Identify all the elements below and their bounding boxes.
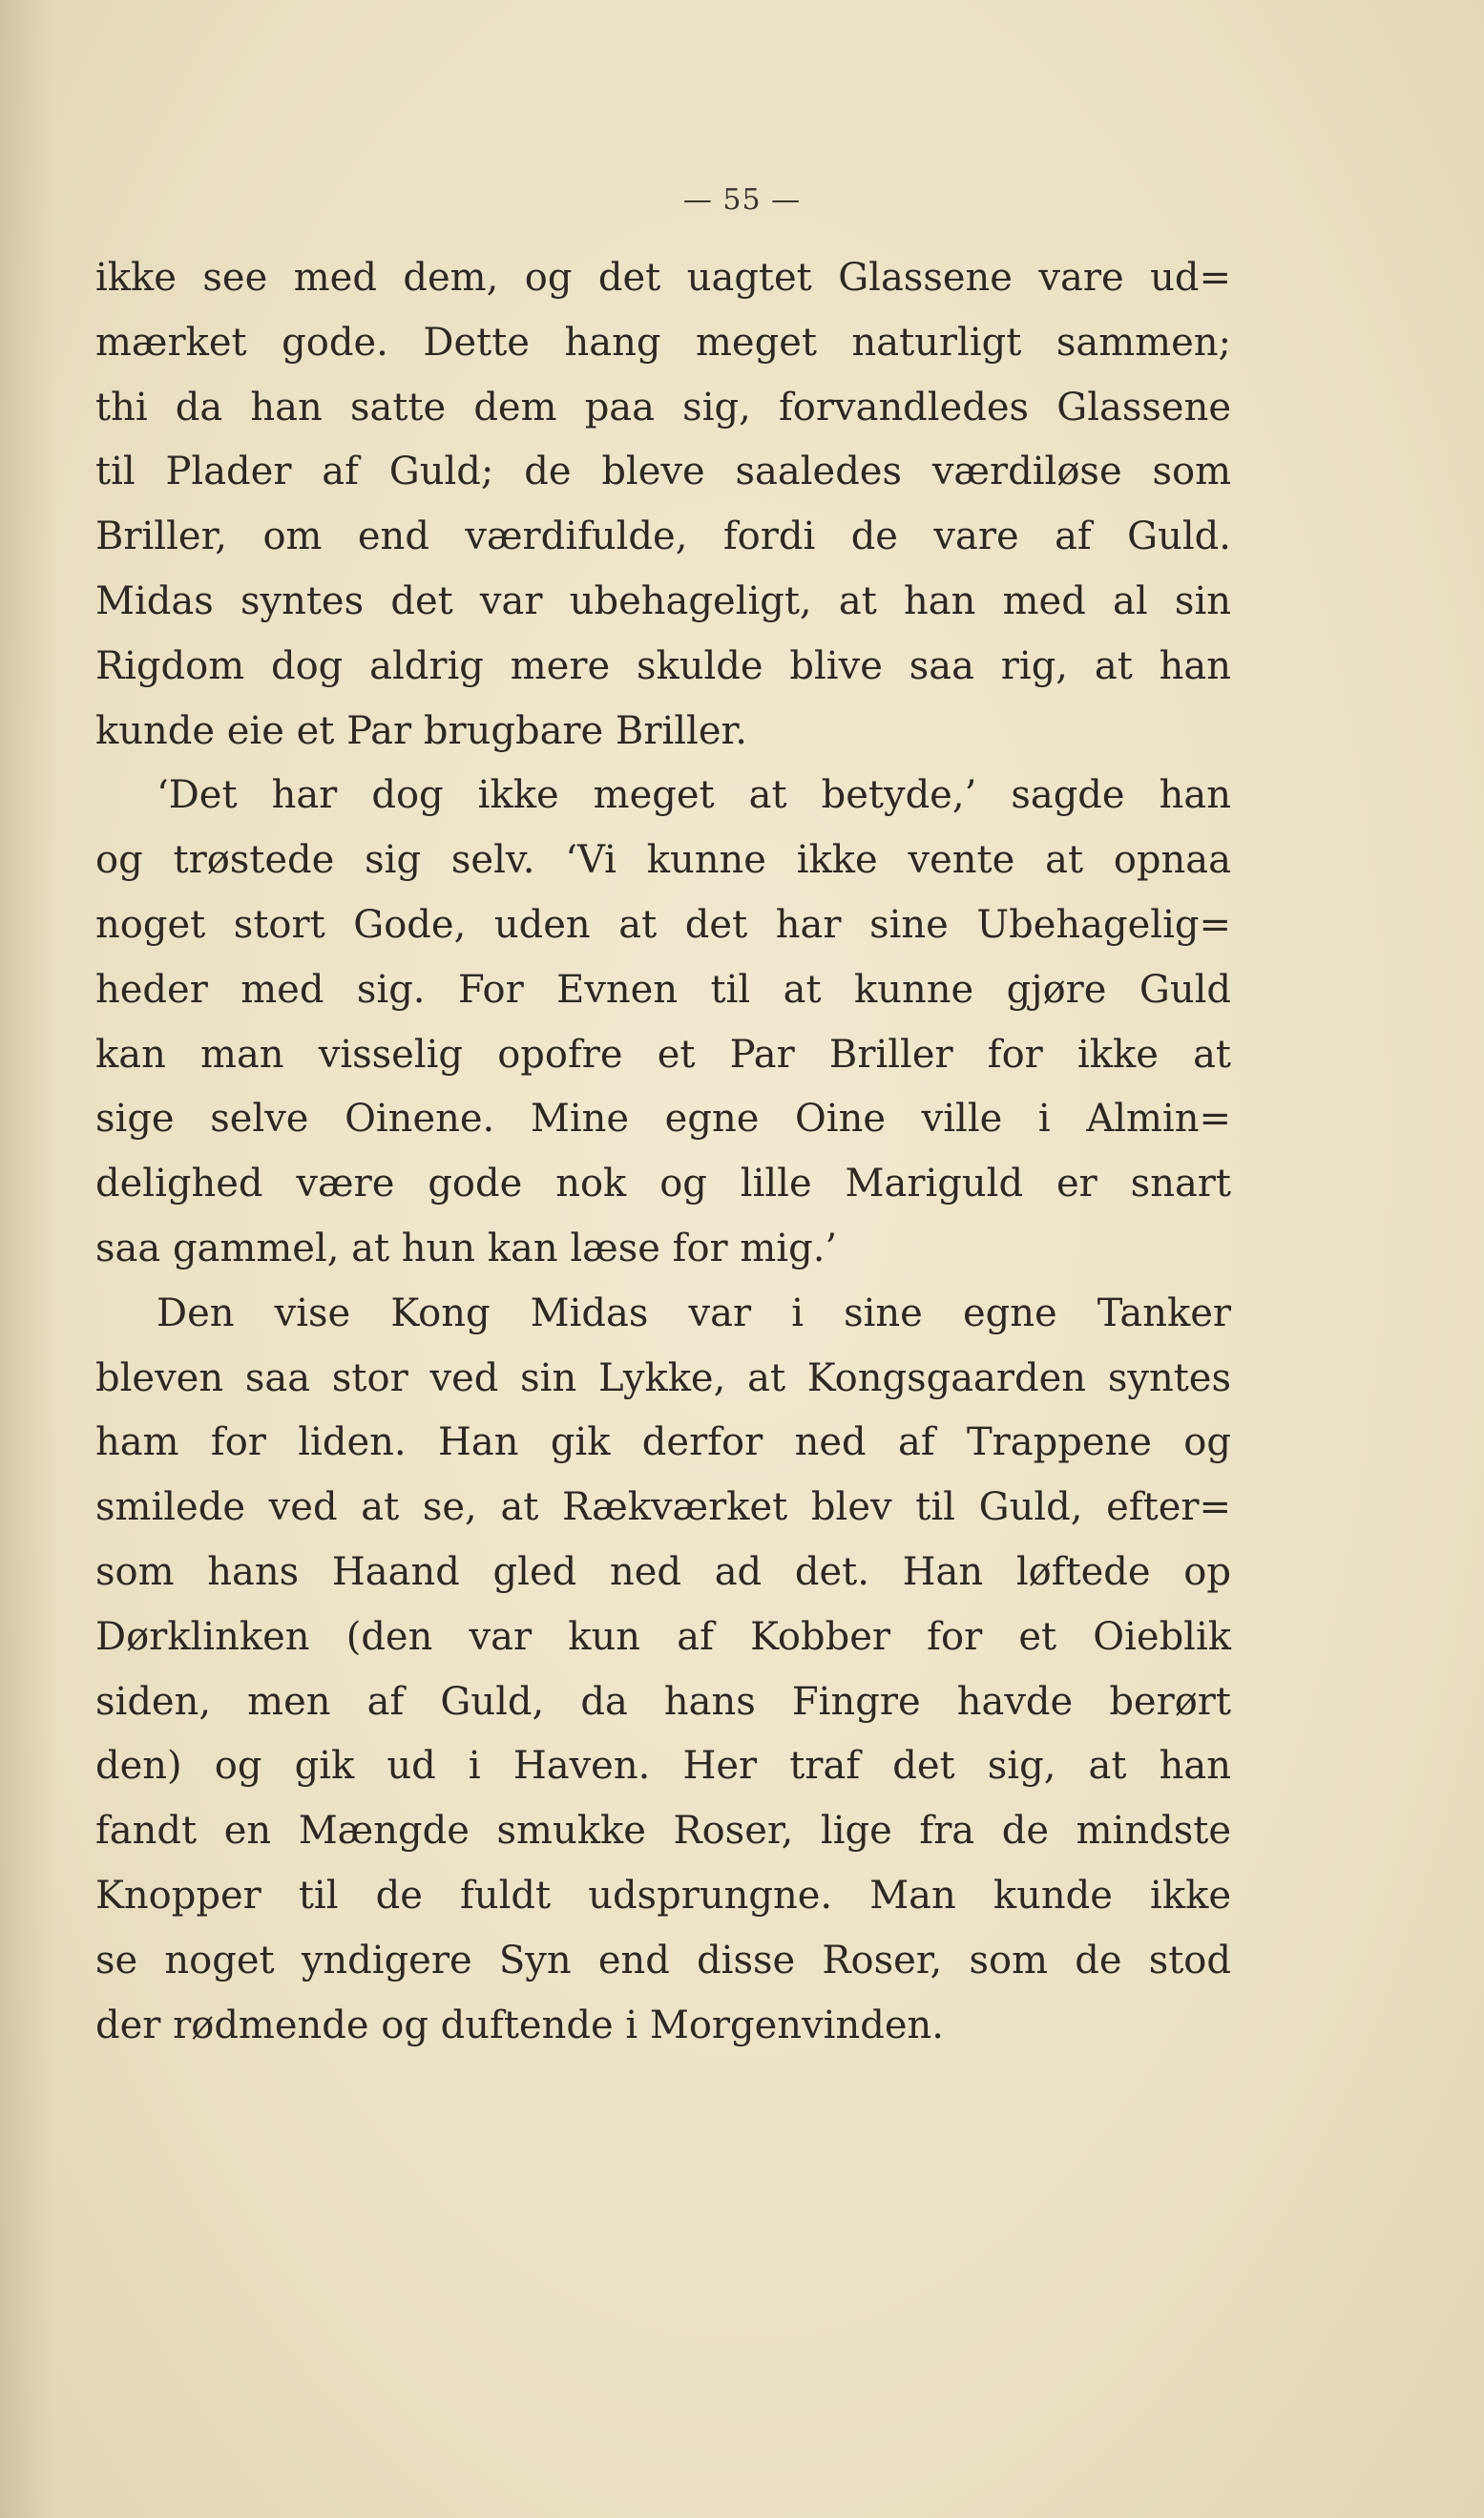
text-line: siden, men af Guld, da hans Fingre havde berørt [95,1679,1231,1724]
text-line: se noget yndigere Syn end disse Roser, som de stod [95,1938,1231,1983]
text-line: mærket gode. Dette hang meget naturligt sammen; [95,320,1231,365]
text-line: heder med sig. For Evnen til at kunne gjøre Guld [95,967,1231,1012]
page-number: — 55 — [682,183,802,217]
text-line: der rødmende og duftende i Morgenvinden. [95,2003,944,2047]
body-text [95,246,1231,2058]
text-line: kan man visselig opofre et Par Briller for ikke at [95,1032,1231,1077]
text-line: fandt en Mængde smukke Roser, lige fra de mindste [95,1809,1231,1854]
text-line: Rigdom dog aldrig mere skulde blive saa rig, at han [95,643,1231,688]
text-line: saa gammel, at hun kan læse for mig.’ [95,1226,838,1270]
text-line: ‘Det har dog ikke meget at betyde,’ sagde han [157,773,1231,818]
text-line: og trøstede sig selv. ‘Vi kunne ikke vente at opnaa [95,838,1231,883]
text-line: den) og gik ud i Haven. Her traf det sig, at han [95,1744,1231,1789]
text-line: smilede ved at se, at Rækværket blev til Guld, efter= [95,1485,1231,1530]
text-line: som hans Haand gled ned ad det. Han løftede op [95,1549,1231,1594]
text-line: Den vise Kong Midas var i sine egne Tanker [157,1290,1231,1335]
text-line: Dørklinken (den var kun af Kobber for et Oieblik [95,1614,1231,1659]
text-line: kunde eie et Par brugbare Briller. [95,708,747,753]
text-line: Knopper til de fuldt udsprungne. Man kunde ikke [95,1873,1231,1918]
text-line: bleven saa stor ved sin Lykke, at Kongsgaarden syntes [95,1355,1231,1400]
text-line: til Plader af Guld; de bleve saaledes værdiløse som [95,450,1231,494]
text-line: noget stort Gode, uden at det har sine Ubehagelig= [95,902,1231,947]
text-line: ikke see med dem, og det uagtet Glassene vare ud= [95,256,1231,300]
text-line: Midas syntes det var ubehageligt, at han med al sin [95,578,1231,623]
text-line: Briller, om end værdifulde, fordi de vare af Guld. [95,514,1231,559]
text-line: sige selve Oinene. Mine egne Oine ville i Almin= [95,1097,1231,1142]
page-edge-shadow [0,0,57,2518]
text-line: thi da han satte dem paa sig, forvandledes Glassene [95,385,1231,430]
text-line: ham for liden. Han gik derfor ned af Trappene og [95,1420,1231,1465]
text-line: delighed være gode nok og lille Mariguld er snart [95,1162,1231,1207]
